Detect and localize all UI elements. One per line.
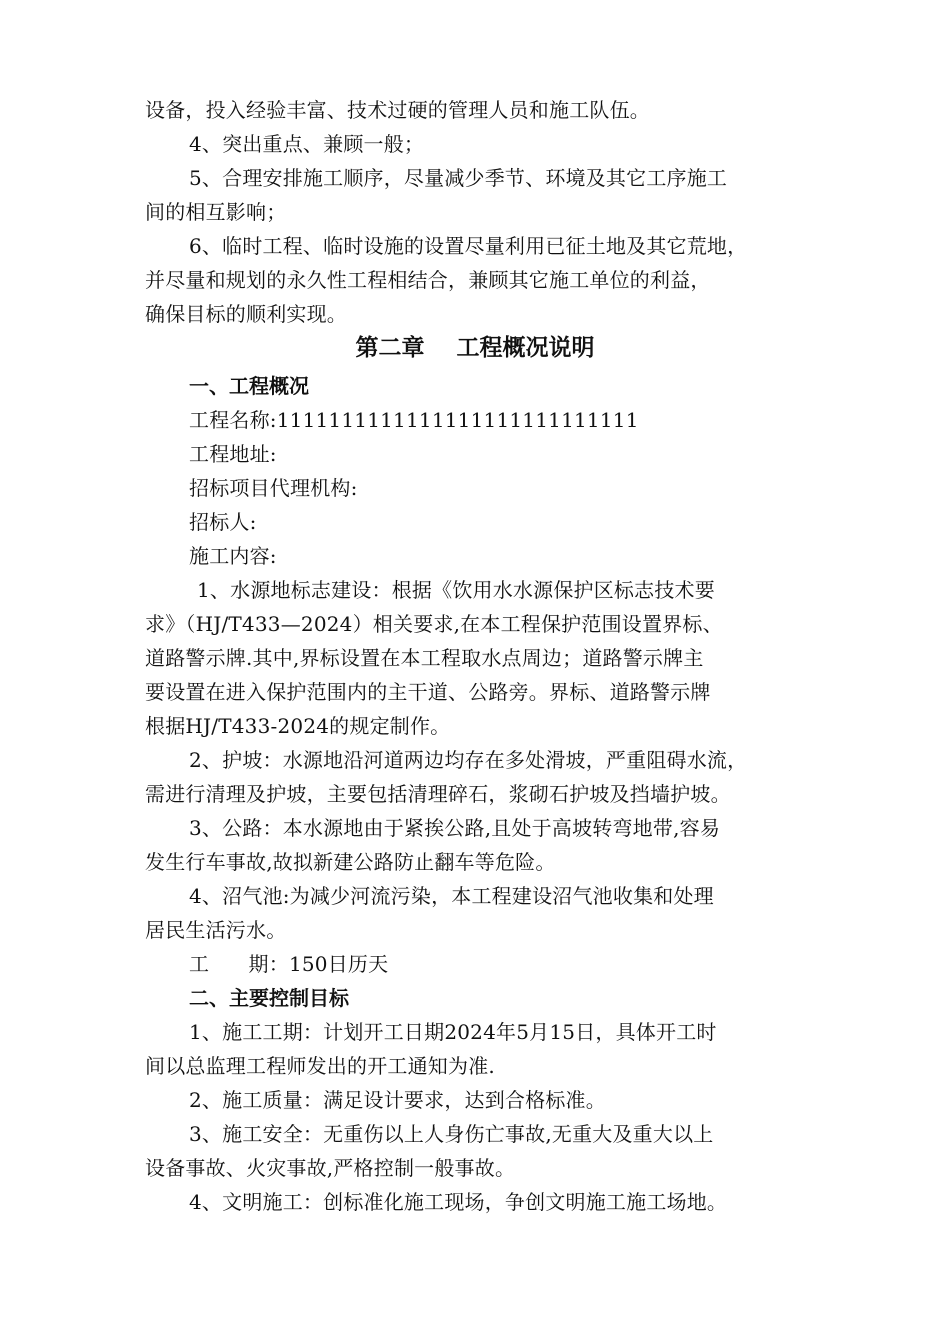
paragraph-line: 根据HJ/T433-2024的规定制作。 [145, 714, 451, 738]
paragraph-line: 求》（HJ/T433—2024）相关要求,在本工程保护范围设置界标、 [145, 612, 723, 636]
paragraph-line: 4、沼气池:为减少河流污染，本工程建设沼气池收集和处理 [189, 884, 714, 908]
paragraph-line: 道路警示牌.其中,界标设置在本工程取水点周边；道路警示牌主 [145, 646, 704, 670]
paragraph-line: 要设置在进入保护范围内的主干道、公路旁。界标、道路警示牌 [145, 680, 711, 704]
project-duration: 工 期：150日历天 [189, 952, 389, 976]
paragraph-line: 设备，投入经验丰富、技术过硬的管理人员和施工队伍。 [145, 98, 650, 122]
project-name: 工程名称:1111111111111111111111111111 [189, 408, 639, 432]
paragraph-line: 3、公路：本水源地由于紧挨公路,且处于高坡转弯地带,容易 [189, 816, 721, 840]
paragraph-line: 需进行清理及护坡，主要包括清理碎石，浆砌石护坡及挡墙护坡。 [145, 782, 731, 806]
section-heading: 一、工程概况 [189, 374, 309, 398]
tender-agency: 招标项目代理机构: [189, 476, 358, 500]
paragraph-line: 设备事故、火灾事故,严格控制一般事故。 [145, 1156, 516, 1180]
paragraph-line: 2、护坡：水源地沿河道两边均存在多处滑坡，严重阻碍水流， [189, 748, 748, 772]
paragraph-line: 居民生活污水。 [145, 918, 287, 942]
paragraph-line: 确保目标的顺利实现。 [145, 302, 347, 326]
tenderer: 招标人: [189, 510, 257, 534]
section-heading: 二、主要控制目标 [189, 986, 349, 1010]
project-address: 工程地址: [189, 442, 277, 466]
paragraph-line: 1、施工工期：计划开工日期2024年5月15日，具体开工时 [189, 1020, 717, 1044]
paragraph-line: 4、文明施工：创标准化施工现场，争创文明施工施工场地。 [189, 1190, 728, 1214]
paragraph-line: 2、施工质量：满足设计要求，达到合格标准。 [189, 1088, 606, 1112]
paragraph-line: 1、水源地标志建设：根据《饮用水水源保护区标志技术要 [197, 578, 715, 602]
paragraph-line: 6、临时工程、临时设施的设置尽量利用已征土地及其它荒地， [189, 234, 748, 258]
paragraph-line: 4、突出重点、兼顾一般； [189, 132, 425, 156]
paragraph-line: 3、施工安全：无重伤以上人身伤亡事故,无重大及重大以上 [189, 1122, 714, 1146]
paragraph-line: 5、合理安排施工顺序，尽量减少季节、环境及其它工序施工 [189, 166, 728, 190]
chapter-title: 第二章 工程概况说明 [355, 335, 595, 361]
paragraph-line: 间以总监理工程师发出的开工通知为准. [145, 1054, 495, 1078]
content-label: 施工内容: [189, 544, 277, 568]
paragraph-line: 间的相互影响； [145, 200, 287, 224]
paragraph-line: 并尽量和规划的永久性工程相结合，兼顾其它施工单位的利益， [145, 268, 711, 292]
paragraph-line: 发生行车事故,故拟新建公路防止翻车等危险。 [145, 850, 556, 874]
